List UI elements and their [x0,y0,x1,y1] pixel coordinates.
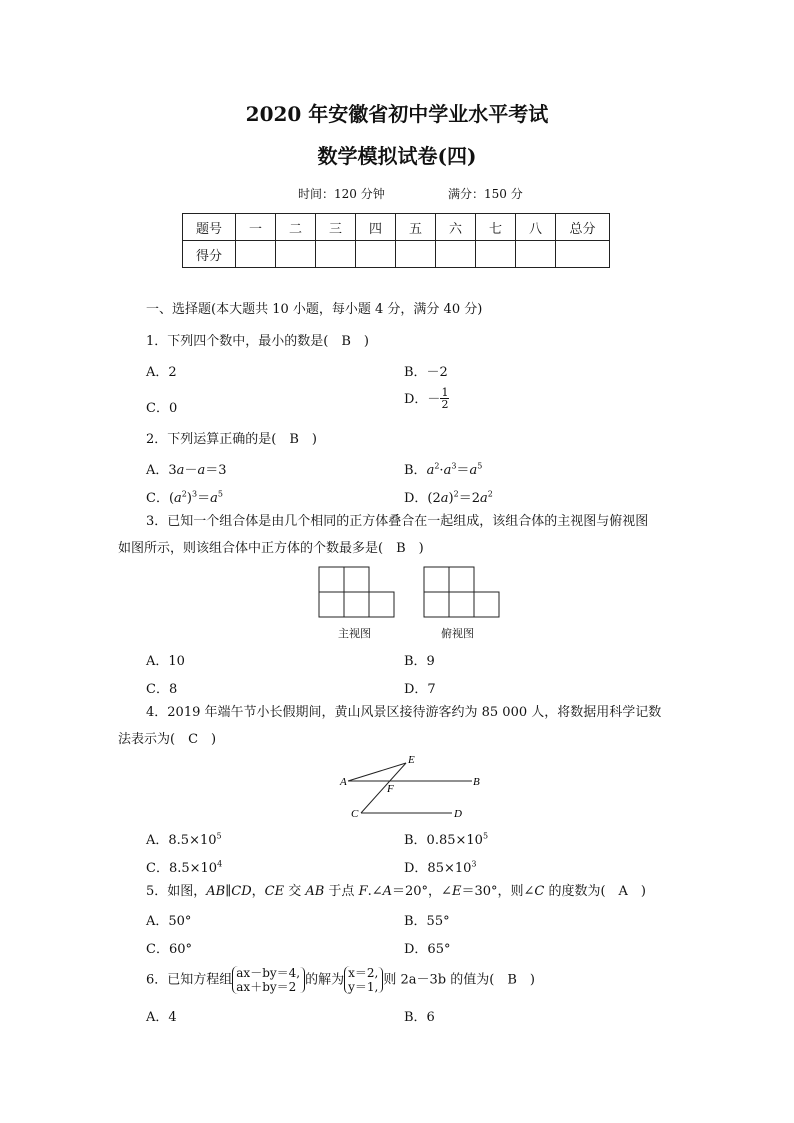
q3-option-b: B．9 [404,654,435,669]
q1-option-d-prefix: D．－ [404,392,441,407]
q6-option-a: A．4 [146,1010,177,1025]
fraction-numerator: 1 [441,386,449,399]
score-input-cell[interactable] [516,241,556,268]
q5-option-c: C．60° [146,942,192,957]
q6-stem-mid: 的解为 [305,972,345,988]
score-cell: 题号 [183,214,236,241]
exam-title: 2020 年安徽省初中学业水平考试 [245,102,549,126]
score-cell: 二 [276,214,316,241]
q4-option-a: A．$8.5\times 10^5$ [146,831,222,848]
q4-parallel-lines-figure [336,752,496,822]
q6-option-b: B．6 [404,1010,435,1025]
front-view-drawing [319,567,394,617]
q1-option-a: A．2 [146,365,177,380]
q1-option-b: B．－2 [404,365,448,380]
front-view-caption: 主视图 [338,627,371,640]
fraction [440,387,449,410]
q5-option-b: B．55° [404,914,450,929]
score-cell: 三 [316,214,356,241]
question-1-stem: 1．下列四个数中，最小的数是( B ) [146,334,369,349]
q1-option-c: C．0 [146,401,178,416]
top-view-caption: 俯视图 [441,627,474,640]
q5-option-d: D．65° [404,942,451,957]
label-f: F [387,783,394,795]
q1-option-d [404,387,449,410]
equation-2: ax＋by＝2 [236,980,297,994]
full-score-info: 满分：150 分 [448,187,523,201]
time-info: 时间：120 分钟 [298,187,385,201]
label-e: E [408,754,415,766]
top-view-drawing [424,567,499,617]
score-table-score-row [183,241,610,268]
score-cell: 总分 [556,214,610,241]
question-4-stem-line2: 法表示为( C ) [118,732,217,747]
q6-stem-suffix: 则 2a－3b 的值为( B ) [383,972,535,988]
score-input-cell[interactable] [356,241,396,268]
score-table-header-row [183,214,610,241]
q2-option-c: C．$(a^2)^3=a^5$ [146,489,223,506]
score-input-cell[interactable] [396,241,436,268]
solution-2: y＝1, [348,980,379,994]
label-c: C [351,808,359,820]
fraction-denominator: 2 [441,398,449,411]
question-4-stem-line1: 4．2019 年端午节小长假期间，黄山风景区接待游客约为 85 000 人，将数据用科学记数 [146,705,662,720]
solution-1: x＝2, [348,966,379,980]
exam-subtitle: 数学模拟试卷(四) [317,144,477,168]
question-3-stem-line2: 如图所示，则该组合体中正方体的个数最多是( B ) [118,541,424,556]
score-cell: 一 [236,214,276,241]
q4-option-b: B．$0.85\times 10^5$ [404,831,489,848]
score-cell: 七 [476,214,516,241]
label-b: B [473,776,480,788]
solution-system [344,966,378,994]
score-input-cell[interactable] [236,241,276,268]
score-cell: 得分 [183,241,236,268]
q3-option-c: C．8 [146,682,178,697]
question-2-stem: 2．下列运算正确的是( B ) [146,432,317,447]
score-table [182,213,610,268]
score-input-cell[interactable] [276,241,316,268]
q4-option-c: C．$8.5\times 10^4$ [146,859,223,876]
q4-option-d: D．$85\times 10^3$ [404,859,477,876]
score-input-cell[interactable] [476,241,516,268]
equation-1: ax－by＝4, [236,966,301,980]
label-a: A [340,776,347,788]
q3-views-figure [316,565,516,625]
q2-option-a: A．3a－a＝3 [146,463,227,478]
score-cell: 五 [396,214,436,241]
q5-option-a: A．50° [146,914,192,929]
score-cell: 四 [356,214,396,241]
q3-option-d: D．7 [404,682,436,697]
label-d: D [454,808,462,820]
score-input-cell[interactable] [436,241,476,268]
q6-stem-prefix: 6．已知方程组 [146,972,233,988]
equation-system [232,966,300,994]
score-cell: 六 [436,214,476,241]
section-heading: 一、选择题(本大题共 10 小题，每小题 4 分，满分 40 分) [146,302,483,317]
question-5-stem: 5．如图，AB∥CD，CE 交 AB 于点 F.∠A＝20°，∠E＝30°，则∠C 的度数为( A ) [146,884,647,899]
q3-option-a: A．10 [146,654,185,669]
score-input-cell[interactable] [316,241,356,268]
score-cell: 八 [516,214,556,241]
question-3-stem-line1: 3．已知一个组合体是由几个相同的正方体叠合在一起组成，该组合体的主视图与俯视图 [146,514,649,529]
question-6-stem [146,966,535,994]
q2-option-d: D．$(2a)^2=2a^2$ [404,489,493,506]
q2-option-b: B．$a^2\cdot a^3=a^5$ [404,461,483,478]
score-input-cell[interactable] [556,241,610,268]
